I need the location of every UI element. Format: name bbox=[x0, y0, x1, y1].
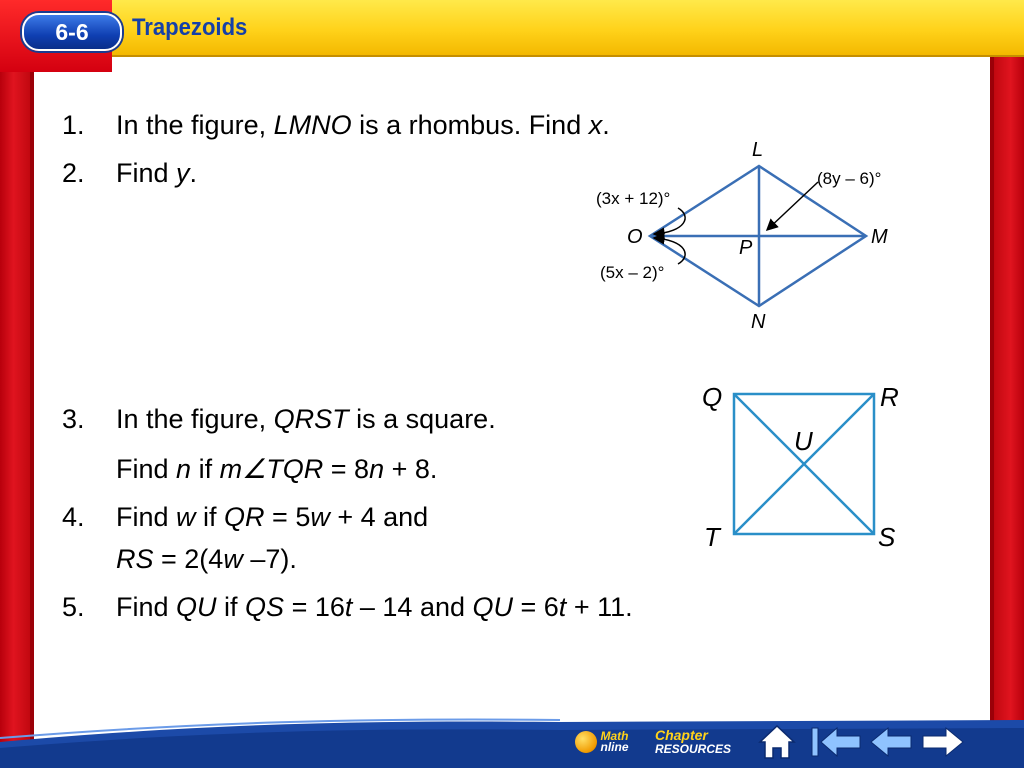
question-text bbox=[116, 592, 633, 623]
question-text bbox=[116, 158, 197, 189]
lesson-badge bbox=[22, 13, 122, 51]
math-variable: y bbox=[176, 158, 190, 188]
previous-arrow-icon bbox=[868, 723, 914, 761]
question-number: 5. bbox=[62, 592, 85, 622]
lesson-number: 6-6 bbox=[55, 19, 89, 45]
question-4-line-2 bbox=[62, 544, 662, 578]
text-segment: is a square. bbox=[348, 404, 496, 434]
question-3 bbox=[62, 404, 662, 438]
text-segment: In the figure, bbox=[116, 404, 274, 434]
text-segment: if bbox=[195, 502, 225, 532]
question-text bbox=[116, 502, 428, 533]
question-text bbox=[116, 110, 610, 141]
home-button[interactable] bbox=[754, 720, 800, 764]
question-text bbox=[116, 404, 496, 435]
right-red-border bbox=[994, 55, 1024, 768]
question-number: 1. bbox=[62, 110, 85, 140]
angle-label-right: (8y – 6)° bbox=[817, 169, 882, 188]
math-variable: QR bbox=[224, 502, 265, 532]
text-segment: . bbox=[602, 110, 610, 140]
left-border-edge bbox=[30, 68, 34, 748]
question-4 bbox=[62, 502, 662, 536]
page-title: Trapezoids bbox=[132, 14, 248, 41]
math-variable: QRST bbox=[273, 404, 349, 434]
text-segment: – 14 and bbox=[352, 592, 473, 622]
angle-label-lower: (5x – 2)° bbox=[600, 263, 665, 282]
math-variable: w bbox=[176, 502, 196, 532]
center-u-label: U bbox=[794, 426, 813, 456]
center-p-label: P bbox=[739, 237, 753, 259]
math-variable: t bbox=[558, 592, 567, 622]
angle-label-upper: (3x + 12)° bbox=[596, 189, 671, 208]
math-variable: n bbox=[369, 454, 385, 484]
text-segment: –7). bbox=[242, 544, 297, 574]
vertex-l-label: L bbox=[752, 139, 764, 161]
math-online-button[interactable] bbox=[566, 720, 638, 764]
text-segment: = 2(4 bbox=[153, 544, 224, 574]
question-2 bbox=[62, 158, 362, 192]
globe-icon bbox=[575, 731, 597, 753]
home-icon bbox=[757, 723, 797, 761]
text-segment: if bbox=[216, 592, 246, 622]
math-variable: m∠TQR bbox=[219, 454, 324, 484]
first-slide-button[interactable] bbox=[808, 720, 864, 764]
text-segment: = 6 bbox=[513, 592, 559, 622]
rhombus-figure bbox=[590, 136, 920, 336]
text-segment: Find bbox=[116, 592, 177, 622]
math-online-label: Math nline bbox=[600, 729, 629, 754]
question-text bbox=[116, 454, 437, 485]
vertex-s-label: S bbox=[878, 522, 896, 552]
text-segment: + 8. bbox=[384, 454, 438, 484]
text-segment: if bbox=[191, 454, 220, 484]
chapter-resources-button[interactable] bbox=[644, 720, 742, 764]
text-segment: = 8 bbox=[323, 454, 370, 484]
math-variable: x bbox=[588, 110, 603, 140]
text-segment: Find bbox=[116, 158, 177, 188]
math-variable: w bbox=[223, 544, 243, 574]
question-5 bbox=[62, 592, 822, 626]
text-segment: = 16 bbox=[284, 592, 345, 622]
math-variable: LMNO bbox=[273, 110, 352, 140]
right-border-edge bbox=[990, 55, 994, 745]
math-variable: t bbox=[344, 592, 353, 622]
question-number: 4. bbox=[62, 502, 85, 532]
text-segment: = 5 bbox=[264, 502, 311, 532]
text-segment: In the figure, bbox=[116, 110, 274, 140]
vertex-r-label: R bbox=[880, 382, 899, 412]
square-figure bbox=[696, 374, 914, 554]
math-variable: w bbox=[310, 502, 330, 532]
chapter-resources-label: Chapter RESOURCES bbox=[654, 726, 731, 756]
next-arrow-icon bbox=[920, 723, 966, 761]
vertex-t-label: T bbox=[704, 522, 720, 552]
square-shape bbox=[734, 394, 874, 534]
math-variable: QS bbox=[245, 592, 285, 622]
text-segment: Find bbox=[116, 454, 177, 484]
first-slide-icon bbox=[809, 723, 863, 761]
previous-button[interactable] bbox=[866, 720, 916, 764]
question-3-line-2 bbox=[62, 454, 662, 488]
text-segment: Find bbox=[116, 502, 177, 532]
left-red-border bbox=[0, 0, 30, 768]
math-variable: RS bbox=[116, 544, 154, 574]
question-number: 3. bbox=[62, 404, 85, 434]
vertex-q-label: Q bbox=[702, 382, 723, 412]
text-segment: is a rhombus. Find bbox=[351, 110, 589, 140]
question-text bbox=[116, 544, 297, 575]
text-segment: + 11. bbox=[566, 592, 633, 622]
math-variable: QU bbox=[472, 592, 513, 622]
next-button[interactable] bbox=[918, 720, 968, 764]
vertex-m-label: M bbox=[871, 226, 888, 248]
math-variable: n bbox=[176, 454, 192, 484]
vertex-o-label: O bbox=[627, 226, 643, 248]
question-number: 2. bbox=[62, 158, 85, 188]
text-segment: . bbox=[189, 158, 198, 188]
math-variable: QU bbox=[176, 592, 217, 622]
text-segment: + 4 and bbox=[329, 502, 429, 532]
vertex-n-label: N bbox=[751, 311, 766, 333]
